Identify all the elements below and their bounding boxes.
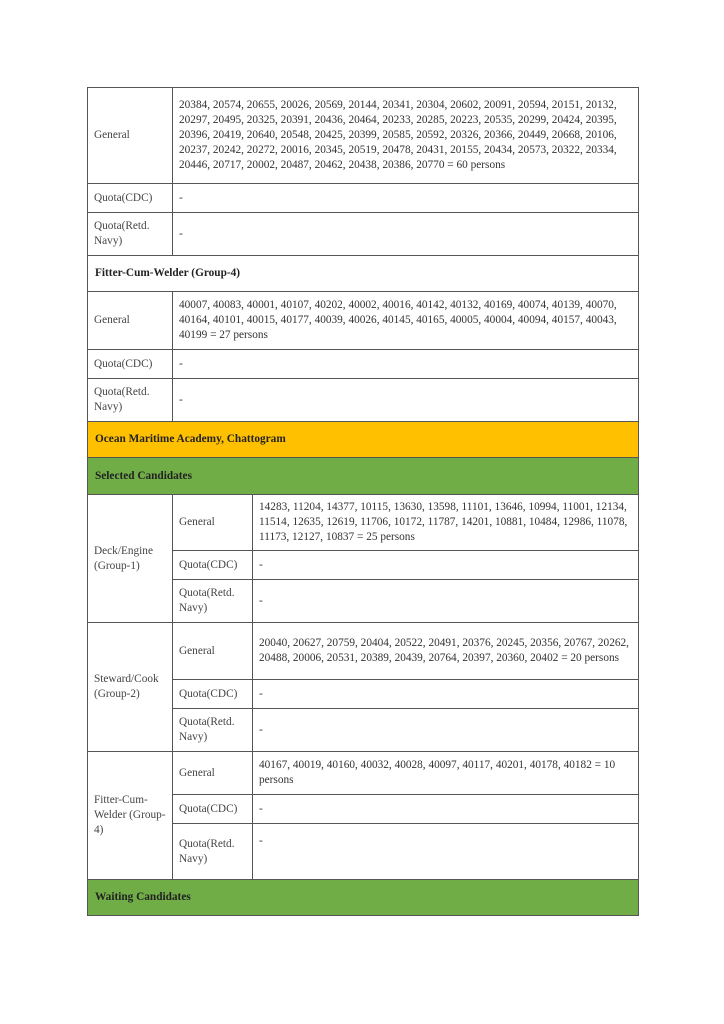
roll-numbers: 20384, 20574, 20655, 20026, 20569, 20144, 20341, 20304, 20602, 20091, 20594, 20151, 20132, 20297, 20495, 20325, 20391, 20436, 20464, 20233, 20285, 20223, 20535, 20299, 20424, 20395, 20396, 20419, 20640, 20548, 20425, 20399, 20585, 20592, 20326, 20366, 20449, 20668, 20106, 20237, 20242, 20272, 20016, 20345, 20519, 20478, 20431, 20155, 20434, 20573, 20322, 20334, 20446, 20717, 20002, 20487, 20462, 20438, 20386, 20770 = 60 persons: [173, 88, 639, 184]
group-name: Fitter-Cum-Welder (Group-4): [88, 752, 173, 880]
table-row: [88, 184, 639, 213]
category-label: General: [88, 88, 173, 184]
category-label: Quota(CDC): [173, 551, 253, 580]
table-row: [88, 88, 639, 184]
results-page: [87, 87, 638, 916]
roll-numbers: -: [173, 350, 639, 379]
table-row: [88, 495, 639, 551]
category-label: Quota(Retd. Navy): [173, 709, 253, 752]
table-row: [88, 752, 639, 795]
table-row: [88, 292, 639, 350]
category-label: General: [173, 752, 253, 795]
academy-heading: Ocean Maritime Academy, Chattogram: [88, 422, 639, 458]
category-label: Quota(CDC): [173, 795, 253, 824]
roll-numbers: -: [253, 709, 639, 752]
category-label: Quota(CDC): [88, 350, 173, 379]
roll-numbers: -: [173, 213, 639, 256]
category-label: Quota(CDC): [88, 184, 173, 213]
table-row: [88, 623, 639, 680]
results-table: [87, 87, 639, 916]
category-label: Quota(Retd. Navy): [173, 824, 253, 880]
table-row: [88, 213, 639, 256]
roll-numbers: -: [253, 551, 639, 580]
roll-numbers: 14283, 11204, 14377, 10115, 13630, 13598, 11101, 13646, 10994, 11001, 12134, 11514, 12635, 12619, 11706, 10172, 11787, 14201, 10881, 10484, 12986, 11078, 11173, 12127, 10837 = 25 persons: [253, 495, 639, 551]
group-heading: Fitter-Cum-Welder (Group-4): [88, 256, 639, 292]
table-row: [88, 350, 639, 379]
category-label: General: [173, 623, 253, 680]
roll-numbers: -: [253, 680, 639, 709]
roll-numbers: -: [173, 184, 639, 213]
selected-candidates-heading: Selected Candidates: [88, 458, 639, 495]
category-label: Quota(Retd. Navy): [88, 379, 173, 422]
category-label: Quota(Retd. Navy): [88, 213, 173, 256]
category-label: General: [173, 495, 253, 551]
roll-numbers: 40007, 40083, 40001, 40107, 40202, 40002, 40016, 40142, 40132, 40169, 40074, 40139, 40070, 40164, 40101, 40015, 40177, 40039, 40026, 40145, 40165, 40005, 40004, 40094, 40157, 40043, 40199 = 27 persons: [173, 292, 639, 350]
group-name: Deck/Engine (Group-1): [88, 495, 173, 623]
roll-numbers: -: [253, 580, 639, 623]
category-label: Quota(Retd. Navy): [173, 580, 253, 623]
category-label: General: [88, 292, 173, 350]
roll-numbers: -: [253, 824, 639, 880]
category-label: Quota(CDC): [173, 680, 253, 709]
selected-heading-row: [88, 458, 639, 495]
waiting-candidates-heading: Waiting Candidates: [88, 880, 639, 916]
group-name: Steward/Cook (Group-2): [88, 623, 173, 752]
group-heading-row: [88, 256, 639, 292]
roll-numbers: -: [173, 379, 639, 422]
roll-numbers: 40167, 40019, 40160, 40032, 40028, 40097, 40117, 40201, 40178, 40182 = 10 persons: [253, 752, 639, 795]
table-row: [88, 379, 639, 422]
roll-numbers: -: [253, 795, 639, 824]
roll-numbers: 20040, 20627, 20759, 20404, 20522, 20491, 20376, 20245, 20356, 20767, 20262, 20488, 20006, 20531, 20389, 20439, 20764, 20397, 20360, 20402 = 20 persons: [253, 623, 639, 680]
academy-heading-row: [88, 422, 639, 458]
waiting-heading-row: [88, 880, 639, 916]
